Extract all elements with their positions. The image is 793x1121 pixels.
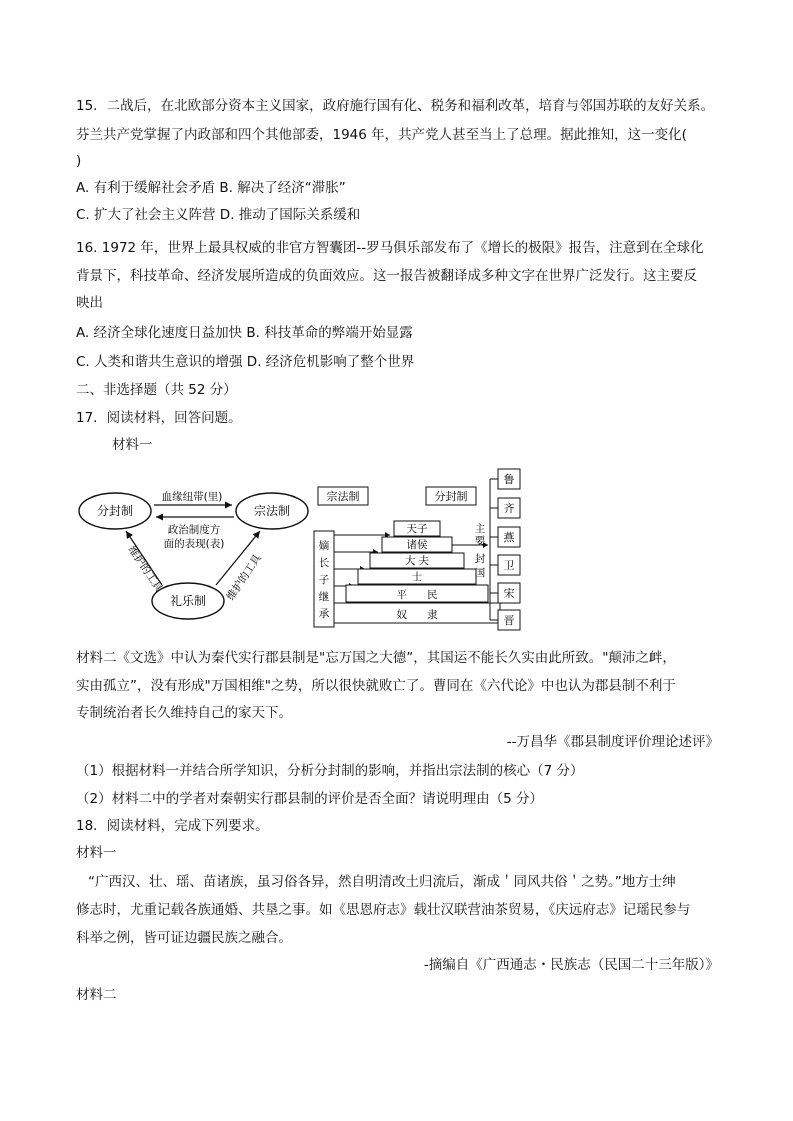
state-song: 宋 (503, 587, 515, 600)
label-left-edge: 维护的工具 (125, 543, 165, 595)
q15-line-1: 15．二战后，在北欧部分资本主义国家，政府施行国有化、税务和福利改革，培育与邻国苏联的友好关系。 (76, 98, 715, 114)
q17-subquestion-1: （1）根据材料一并结合所学知识，分析分封制的影响，并指出宗法制的核心（7 分） (76, 763, 584, 779)
q18-material-1-line-2: 修志时，尤重记载各族通婚、共垦之事。如《思恩府志》载壮汉联营油茶贸易，《庆远府志》记瑶民参与 (76, 902, 691, 918)
q16-options-cd: C. 人类和谐共生意识的增强 D. 经济危机影响了整个世界 (76, 354, 415, 370)
q17-material-2-source: --万昌华《郡县制度评价理论述评》 (506, 734, 719, 750)
level-zhuhou-label: 诸侯 (406, 539, 428, 551)
center-char-3: 封 (474, 553, 486, 565)
q18-material-1-source: -摘编自《广西通志・民族志（民国二十三年版）》 (423, 957, 719, 973)
q15-options-ab: A. 有利于缓解社会矛盾 B. 解决了经济“滞胀” (76, 180, 346, 196)
q17-subquestion-2: （2）材料二中的学者对秦朝实行郡县制的评价是否全面？请说明理由（5 分） (76, 791, 543, 807)
label-political-2: 面的表现(表) (163, 538, 225, 550)
q18-material-1-line-3: 科举之例，皆可证边疆民族之融合。 (76, 930, 292, 946)
q15-line-2: 芬兰共产党掌握了内政部和四个其他部委，1946 年，共产党人甚至当上了总理。据此推知，这一变化( (76, 127, 687, 143)
inherit-char-2: 长 (318, 557, 330, 569)
label-political-1: 政治制度方 (167, 524, 221, 536)
node-fengjian-label: 分封制 (96, 504, 134, 518)
q16-line-1: 16. 1972 年，世界上最具权威的非官方智囊团--罗马俱乐部发布了《增长的极限》报告，注意到在全球化 (76, 240, 704, 256)
q16-line-3: 映出 (76, 295, 103, 311)
level-nuli-label: 奴 隶 (396, 609, 438, 621)
title-zongfa: 宗法制 (326, 490, 360, 503)
center-char-1: 主 (474, 523, 486, 535)
title-fengjian: 分封制 (434, 490, 468, 503)
q18-material-1-label: 材料一 (76, 845, 117, 861)
inherit-char-1: 嫡 (318, 540, 330, 552)
center-char-4: 国 (474, 567, 486, 579)
q17-material-2-line-1: 材料二《文选》中认为秦代实行郡县制是"忘万国之大德”，其国运不能长久实由此所致。"颠沛之衅， (76, 650, 676, 666)
level-pingmin-label: 平 民 (396, 589, 438, 601)
section-heading: 二、非选择题（共 52 分） (76, 382, 237, 398)
label-right-edge: 维护的工具 (224, 552, 264, 603)
q17-title: 17．阅读材料，回答问题。 (76, 410, 242, 426)
label-blood-tie: 血缘纽带(里) (161, 491, 223, 503)
q16-options-ab: A. 经济全球化速度日益加快 B. 科技革命的弊端开始显露 (76, 325, 413, 341)
node-zongfa-label: 宗法制 (253, 504, 291, 518)
inherit-char-5: 承 (318, 608, 330, 620)
inherit-char-4: 继 (318, 591, 330, 603)
q17-pyramid-diagram (310, 465, 530, 635)
inherit-char-3: 子 (318, 574, 330, 586)
node-liyue-label: 礼乐制 (169, 594, 207, 608)
state-yan: 燕 (503, 531, 515, 544)
level-shi-label: 士 (411, 571, 423, 583)
q17-material-2-line-2: 实由孤立”，没有形成"万国相维"之势，所以很快就败亡了。曹同在《六代论》中也认为郡县制不利于 (76, 678, 676, 694)
state-lu: 鲁 (503, 473, 515, 486)
level-tianzi-label: 天子 (406, 523, 428, 535)
center-char-2: 要 (474, 535, 486, 547)
q17-material-1-label: 材料一 (112, 437, 153, 453)
q15-line-3: ) (76, 153, 82, 169)
q15-options-cd: C. 扩大了社会主义阵营 D. 推动了国际关系缓和 (76, 207, 361, 223)
level-dafu-label: 大 夫 (404, 555, 430, 567)
q18-title: 18．阅读材料，完成下列要求。 (76, 818, 269, 834)
state-wei: 卫 (503, 559, 515, 572)
q16-line-2: 背景下，科技革命、经济发展所造成的负面效应。这一报告被翻译成多种文字在世界广泛发行。这主要反 (76, 268, 697, 284)
q17-relationship-diagram (70, 475, 310, 635)
state-qi: 齐 (503, 502, 515, 515)
q18-material-1-line-1: “广西汉、壮、瑶、苗诸族，虽习俗各异，然自明清改土归流后，渐成＇同风共俗＇之势。”地方士绅 (88, 874, 676, 890)
state-jin: 晋 (503, 614, 515, 627)
q17-material-2-line-3: 专制统治者长久维持自己的家天下。 (76, 705, 292, 721)
q18-material-2-label: 材料二 (76, 987, 117, 1003)
